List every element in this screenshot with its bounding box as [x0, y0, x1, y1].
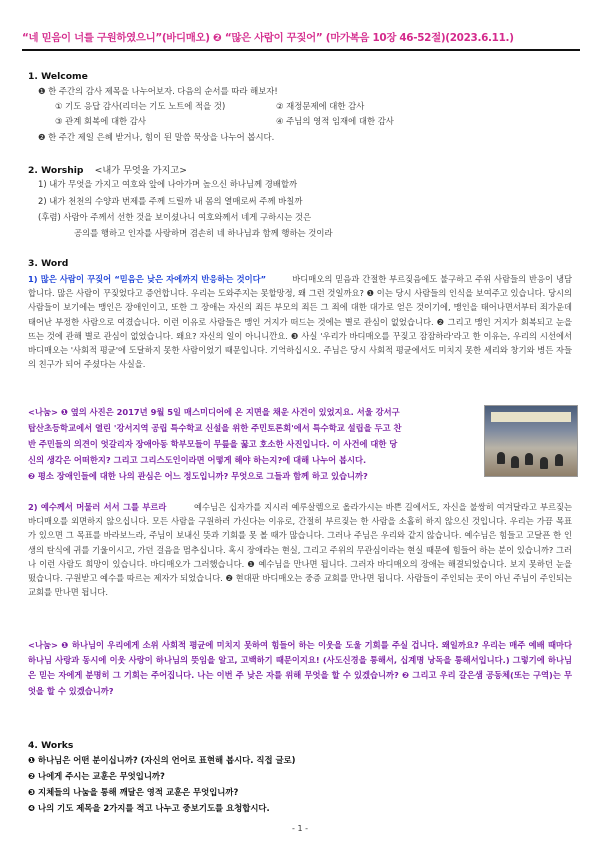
document-title: “네 믿음이 너를 구원하였으니”(바디매오) ❷ “많은 사람이 꾸짖어” (마가복음 10장 46-52절)(2023.6.11.) [22, 32, 514, 44]
word-point-1-body: 바디매오의 믿음과 간절한 부르짖음에도 불구하고 주위 사람들의 반응이 냉담합니다. 많은 사람이 꾸짖었다고 증언합니다. 우리는 도와주지는 못할망정, 왜 그런 것일까요? ❶ 이는 당시 사람들의 인식을 보여주고 있습니다. 당시의 사람들이 보기에는 맹인은 장애인이고, 또한 그 장애는 자신의 죄든 부모의 죄든 그 죄에 대한 대가로 얻은 것이기에, 맹인을 태어나면서부터 죄가운데 태어난 부정한 사람으로 여겼습니다. 이런 이유로 사람들은 맹인 거지가 떠드는 것에는 별로 관심이 없었습니다. ❷ 그리고 맹인 거지가 회복되고 눈을 뜨는 것에 관해 별로 관심이 없었습니다. 왜요? 자신의 일이 아니니깐요. ❸ 사실 '우리가 바디매오를 꾸짖고 잠잠하라'라고 한 이유는, 우리의 시선에서 바디매오는 '사회적 평균'에 도달하지 못한 사람이었기 때문입니다. 기억하십시오. 주님은 당시 사회적 평균에서도 미치지 못한 세리와 창기와 병든 자들의 친구가 되어 주셨다는 사실을. [28, 274, 572, 370]
word-paragraph-1 [28, 272, 572, 397]
welcome-heading: 1. Welcome [28, 71, 88, 82]
welcome-item-2: ② 재정문제에 대한 감사 [276, 101, 365, 111]
photo-person [497, 452, 505, 464]
worship-song-title: <내가 무엇을 가지고> [94, 165, 187, 176]
welcome-item-3: ③ 관계 회복에 대한 감사 [55, 116, 146, 126]
worship-heading-label: 2. Worship [28, 165, 84, 176]
welcome-line-2: ❷ 한 주간 제일 은혜 받거나, 힘이 된 말씀 묵상을 나누어 봅시다. [38, 132, 275, 142]
word-point-2-body: 예수님은 십자가를 지시러 예루살렘으로 올라가시는 바쁜 길에서도, 자신을 불쌍히 여겨달라고 부르짖는 바디매오를 외면하지 않으십니다. 모든 사람을 구원하러 가신다는 이유로, 간절히 부르짖는 한 사람을 소홀히 하지 않으신 것입니다. 우리는 가끔 목표가 있으면 그 목표를 바라보느라, 주님이 보내신 뜻과 기회를 못 볼 때가 많습니다. 그러나 주님은 우리와 같지 않습니다. 예수님은 힘들고 고달픈 한 인생의 탄식에 귀를 기울이시고, 가던 걸음을 멈추십니다. 혹시 장애라는 현실, 그리고 주위의 무관심이라는 현실 때문에 힘들어 하는 분이 있습니까? 그러나 이런 사람도 희망이 있습니다. 바디매오가 그러했습니다. ❶ 예수님을 만나면 됩니다. 그러자 바디매오의 장애는 해결되었습니다. 보지 못하던 눈을 떴습니다. 구원받고 예수를 따르는 제자가 되었습니다. ❷ 현대판 바디매오는 중증 교회를 만나면 됩니다. 사람들이 주인되는 곳이 아닌 주님이 주인되는 교회를 만나면 됩니다. [28, 502, 572, 598]
word-paragraph-2 [28, 500, 572, 615]
word-heading: 3. Word [28, 258, 69, 269]
works-heading: 4. Works [28, 740, 74, 751]
welcome-item-4: ④ 주님의 영적 임재에 대한 감사 [276, 116, 394, 126]
news-photo [484, 405, 578, 477]
works-question-1: ❶ 하나님은 어떤 분이십니까? (자신의 언어로 표현해 봅시다. 직접 글로) [28, 755, 296, 765]
works-question-3: ❸ 지체들의 나눔을 통해 깨달은 영적 교훈은 무엇입니까? [28, 787, 239, 797]
share-1-line-3: 반 주민들의 의견이 엇갈리자 장애아동 학부모들이 무릎을 꿇고 호소한 사진입니다. 이 사건에 대한 당 [28, 439, 398, 449]
share-1-line-2: 탑산초등학교에서 열린 '강서지역 공립 특수학교 신설을 위한 주민토론회'에서 특수학교 설립을 두고 찬 [28, 423, 402, 433]
share-1-line-1: <나눔> ❶ 옆의 사진은 2017년 9월 5일 매스미디어에 온 지면을 채운 사건이 있었지요. 서울 강서구 [28, 407, 400, 417]
share-1-line-5: ❷ 평소 장애인들에 대한 나의 관심은 어느 정도입니까? 무엇으로 그들과 함께 하고 있습니까? [28, 471, 368, 481]
photo-banner [491, 412, 571, 422]
photo-person [555, 454, 563, 466]
works-question-2: ❷ 나에게 주시는 교훈은 무엇입니까? [28, 771, 165, 781]
word-point-1-heading: 1) 많은 사람이 꾸짖어 “믿음은 낮은 자에까지 반응하는 것이다” [28, 274, 267, 284]
photo-person [525, 453, 533, 465]
word-point-2-heading: 2) 예수께서 머물러 서서 그를 부르라 [28, 502, 167, 512]
photo-person [540, 457, 548, 469]
share-1-line-4: 신의 생각은 어떠한지? 그리고 그리스도인이라면 어떻게 해야 하는지?에 대해 나누어 봅시다. [28, 455, 367, 465]
worship-line-4: 공의를 행하고 인자를 사랑하며 겸손히 네 하나님과 함께 행하는 것이라 [74, 228, 333, 238]
welcome-item-1: ① 기도 응답 감사(리더는 기도 노트에 적을 것) [55, 101, 226, 111]
share-2-paragraph: <나눔> ❶ 하나님이 우리에게 소위 사회적 평균에 미치지 못하여 힘들어 하는 이웃을 도울 기회를 주실 겁니다. 왜일까요? 우리는 매주 예배 때마다 하나님 사랑과 동시에 이웃 사랑이 하나님의 뜻임을 알고, 고백하기 때문이지요! (사도신경을 통해서, 십계명 낭독을 통해서입니다.) 그렇기에 하나님은 믿는 자에게 분명히 그 기회는 주어집니다. 나는 이번 주 낮은 자를 위해 무엇을 할 수 있겠습니까? ❷ 그리고 우리 갈은샘 공동체(또는 구역)는 무엇을 할 수 있겠습니까? [28, 640, 572, 696]
works-question-4: ❹ 나의 기도 제목을 2가지를 적고 나누고 중보기도를 요청합시다. [28, 803, 270, 813]
worship-line-3: (후렴) 사람아 주께서 선한 것을 보이셨나니 여호와께서 네게 구하시는 것은 [38, 212, 312, 222]
worship-line-2: 2) 내가 천천의 수양과 번제를 주께 드릴까 내 몸의 열매로써 주께 바칠까 [38, 196, 303, 206]
worship-heading [28, 162, 187, 176]
worship-line-1: 1) 내가 무엇을 가지고 여호와 앞에 나아가며 높으신 하나님께 경배할까 [38, 179, 298, 189]
welcome-line-1: ❶ 한 주간의 감사 제목을 나누어보자. 다음의 순서를 따라 해보자! [38, 86, 278, 96]
photo-person [511, 456, 519, 468]
page-number: - 1 - [292, 824, 308, 833]
title-divider [22, 49, 580, 51]
